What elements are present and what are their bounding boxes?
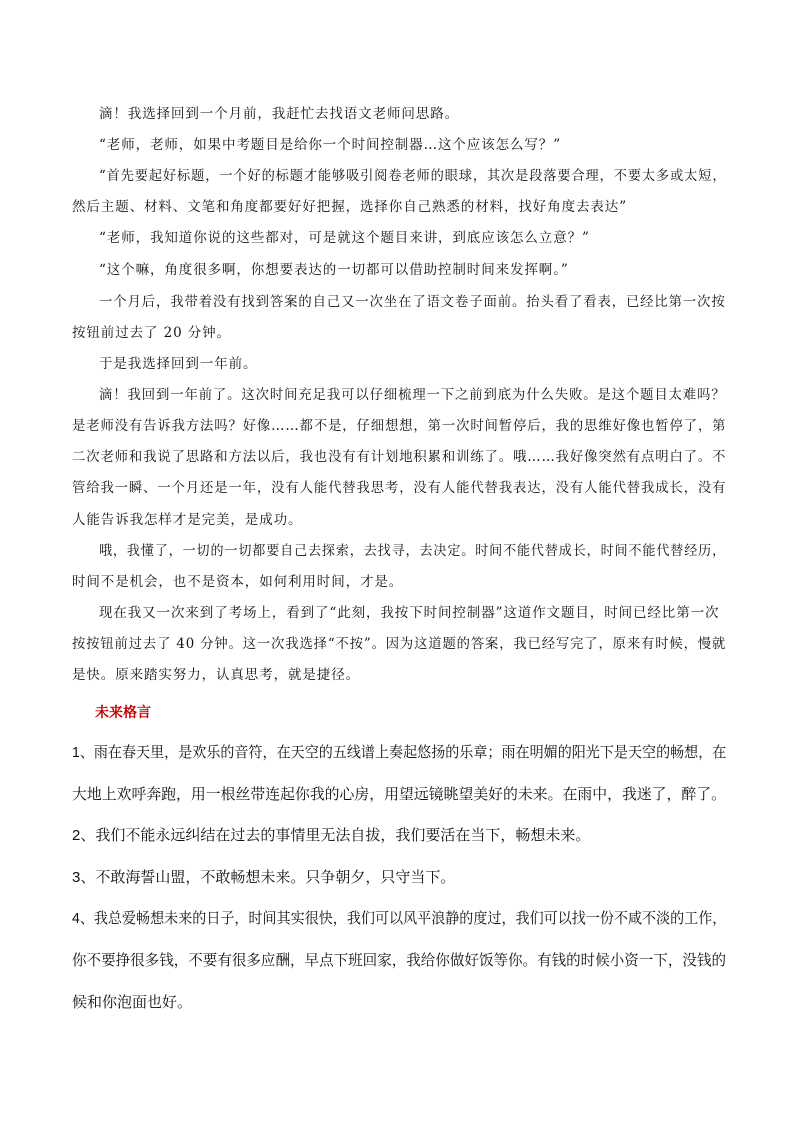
story-line: 于是我选择回到一年前。 xyxy=(99,356,258,372)
story-line: 滴！我选择回到一个月前，我赶忙去找语文老师问思路。 xyxy=(99,106,459,122)
story-line: 哦，我懂了，一切的一切都要自己去探索，去找寻，去决定。时间不能代替成长，时间不能代替经历， xyxy=(99,543,727,559)
story-line: “老师，我知道你说的这些都对，可是就这个题目来讲，到底应该怎么立意？” xyxy=(99,230,590,246)
story-line: 滴！我回到一年前了。这次时间充足我可以仔细梳理一下之前到底为什么失败。是这个题目太难吗？ xyxy=(99,387,726,403)
story-line: 是老师没有告诉我方法吗？好像……都不是，仔细想想，第一次时间暂停后，我的思维好像也暂停了，第 xyxy=(72,418,727,434)
quote-line: 3、不敢海誓山盟，不敢畅想未来。只争朝夕，只守当下。 xyxy=(72,869,456,886)
section-title: 未来格言 xyxy=(95,704,151,720)
quote-line: 1、雨在春天里，是欢乐的音符，在天空的五线谱上奏起悠扬的乐章；雨在明媚的阳光下是天空的畅想，在 xyxy=(72,744,727,761)
story-line: 二次老师和我说了思路和方法以后，我也没有有计划地积累和训练了。哦……我好像突然有点明白了。不 xyxy=(72,449,727,465)
quote-line: 候和你泡面也好。 xyxy=(72,994,193,1011)
story-line: 一个月后，我带着没有找到答案的自己又一次坐在了语文卷子面前。抬头看了看表，已经比第一次按 xyxy=(99,294,726,310)
story-line: 管给我一瞬、一个月还是一年，没有人能代替我思考，没有人能代替我表达，没有人能代替我成长，没有 xyxy=(72,480,727,496)
quote-line: 你不要挣很多钱，不要有很多应酬，早点下班回家，我给你做好饭等你。有钱的时候小资一下，没钱的 xyxy=(72,952,727,969)
story-line: 时间不是机会，也不是资本，如何利用时间，才是。 xyxy=(72,574,404,590)
story-line: 按钮前过去了 20 分钟。 xyxy=(72,325,231,341)
story-line: “这个嘛，角度很多啊，你想要表达的一切都可以借助控制时间来发挥啊。” xyxy=(99,262,569,278)
quote-line: 4、我总爱畅想未来的日子，时间其实很快，我们可以风平浪静的度过，我们可以找一份不咸不淡的工作， xyxy=(72,910,727,927)
quote-line: 大地上欢呼奔跑，用一根丝带连起你我的心房，用望远镜眺望美好的未来。在雨中，我迷了，醉了。 xyxy=(72,786,727,803)
story-line: 现在我又一次来到了考场上，看到了“此刻，我按下时间控制器”这道作文题目，时间已经比第一次 xyxy=(99,605,720,621)
story-line: 人能告诉我怎样才是完美，是成功。 xyxy=(72,512,303,528)
story-line: 是快。原来踏实努力，认真思考，就是捷径。 xyxy=(72,667,360,683)
story-line: 然后主题、材料、文笔和角度都要好好把握，选择你自己熟悉的材料，找好角度去表达” xyxy=(72,199,628,215)
story-line: “老师，老师，如果中考题目是给你一个时间控制器…这个应该怎么写？” xyxy=(99,137,562,153)
story-line: 按按钮前过去了 40 分钟。这一次我选择“不按”。因为这道题的答案，我已经写完了，原来有时候，慢就 xyxy=(72,636,727,652)
story-line: “首先要起好标题，一个好的标题才能够吸引阅卷老师的眼球，其次是段落要合理，不要太多或太短， xyxy=(99,168,727,184)
quote-line: 2、我们不能永远纠结在过去的事情里无法自拔，我们要活在当下，畅想未来。 xyxy=(72,827,591,844)
